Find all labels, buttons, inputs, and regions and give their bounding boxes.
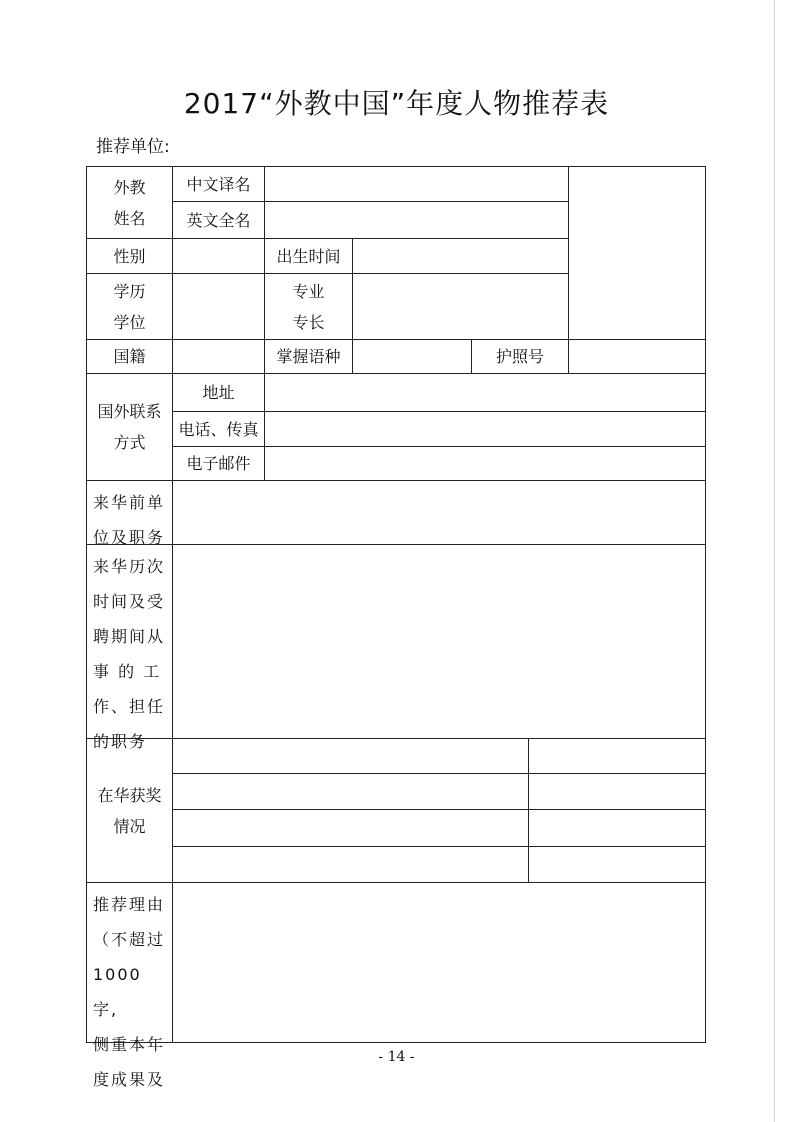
china-history-label-line-3: 聘期间从 [93,627,166,646]
award-description-field[interactable] [174,775,526,808]
language-label-divider [352,339,353,373]
passport-value-divider [568,339,569,373]
row-divider-awards [86,738,706,739]
row-divider-nationality [86,339,706,340]
china-history-label-line-4: 事 的 工 [93,662,162,681]
gender-field[interactable] [174,240,263,272]
english-name-label: 英文全名 [186,210,251,230]
birth-time-label: 出生时间 [276,246,341,266]
address-label: 地址 [202,383,235,402]
awards-label-line-2: 情况 [113,816,146,836]
recommendation-reason-label [87,883,172,1089]
award-description-field[interactable] [174,848,526,881]
birth-time-field[interactable] [354,240,566,272]
overseas-contact-label-line-2: 方式 [113,433,146,452]
award-date-field[interactable] [530,740,704,772]
passport-label: 护照号 [495,347,544,366]
nationality-field[interactable] [174,341,263,372]
table-border-bottom [86,1042,706,1043]
table-border-right [705,166,706,1043]
recommendation-label-line-1: 推荐理由 [93,895,166,914]
china-history-label-line-5: 作、担任 [93,697,166,716]
award-divider-1 [172,773,706,774]
gender-label: 性别 [113,246,146,266]
recommendation-label-line-4: 侧重本年 [93,1035,166,1054]
row-divider-previous-work [86,480,706,481]
specialty-label-line-1: 专业 [292,281,325,301]
previous-work-label [87,481,172,547]
award-description-field[interactable] [174,740,526,772]
education-label-line-1: 学历 [113,281,146,301]
contact-label-divider [264,373,265,480]
previous-work-label-line-1: 来华前单 [93,493,166,512]
scan-edge-line [774,0,775,1122]
english-name-field[interactable] [266,203,566,237]
china-history-label-line-1: 来华历次 [93,557,166,576]
name-label-divider [264,166,265,238]
award-date-divider [528,738,529,882]
award-date-field[interactable] [530,848,704,881]
recommendation-label-line-2: （不超过 [93,930,166,949]
china-experience-field[interactable] [174,546,704,737]
address-field[interactable] [266,375,704,410]
education-degree-field[interactable] [174,275,263,338]
award-description-field[interactable] [174,811,526,845]
specialty-field[interactable] [354,275,566,338]
china-history-label-line-6: 的职务 [93,732,148,751]
award-divider-2 [172,809,706,810]
email-label: 电子邮件 [186,454,251,473]
recommendation-reason-field[interactable] [174,884,704,1041]
recommendation-label-line-5: 度成果及 [93,1070,166,1089]
row-divider-china-history [86,544,706,545]
birth-value-divider [352,238,353,339]
china-history-label-line-2: 时间及受 [93,592,166,611]
phone-fax-label: 电话、传真 [178,419,259,439]
phone-fax-field[interactable] [266,413,704,445]
recommending-unit-field[interactable] [178,132,478,156]
email-field[interactable] [266,448,704,479]
education-label-line-2: 学位 [113,312,146,332]
recommendation-label-line-3: 1000 字, [93,965,142,1019]
award-date-field[interactable] [530,775,704,808]
languages-field[interactable] [354,341,470,372]
award-divider-3 [172,846,706,847]
specialty-label-line-2: 专长 [292,312,325,332]
education-degree-label [87,274,172,339]
chinese-name-label: 中文译名 [186,174,251,194]
award-date-field[interactable] [530,811,704,845]
photo-divider [568,166,569,339]
languages-label: 掌握语种 [276,347,341,366]
awards-label-line-1: 在华获奖 [97,785,162,805]
awards-label [87,739,172,882]
form-title: 2017“外教中国”年度人物推荐表 [183,87,610,120]
row-divider-recommendation [86,882,706,883]
previous-employer-position-field[interactable] [174,482,704,543]
specialty-label [265,274,352,339]
page-number: - 14 - [378,1049,415,1065]
foreign-teacher-label [87,167,172,238]
chinese-name-field[interactable] [266,168,566,200]
nationality-label: 国籍 [113,347,146,366]
previous-work-label-line-2: 位及职务 [93,528,166,547]
foreign-teacher-label-line-2: 姓名 [113,208,146,228]
recommending-unit-label: 推荐单位: [96,137,170,157]
label-column-divider [172,166,173,1043]
overseas-contact-label [87,374,172,480]
passport-number-field[interactable] [570,341,704,372]
china-history-label [87,545,172,751]
photo-field[interactable] [570,168,704,338]
overseas-contact-label-line-1: 国外联系 [97,402,162,421]
foreign-teacher-label-line-1: 外教 [113,177,146,197]
